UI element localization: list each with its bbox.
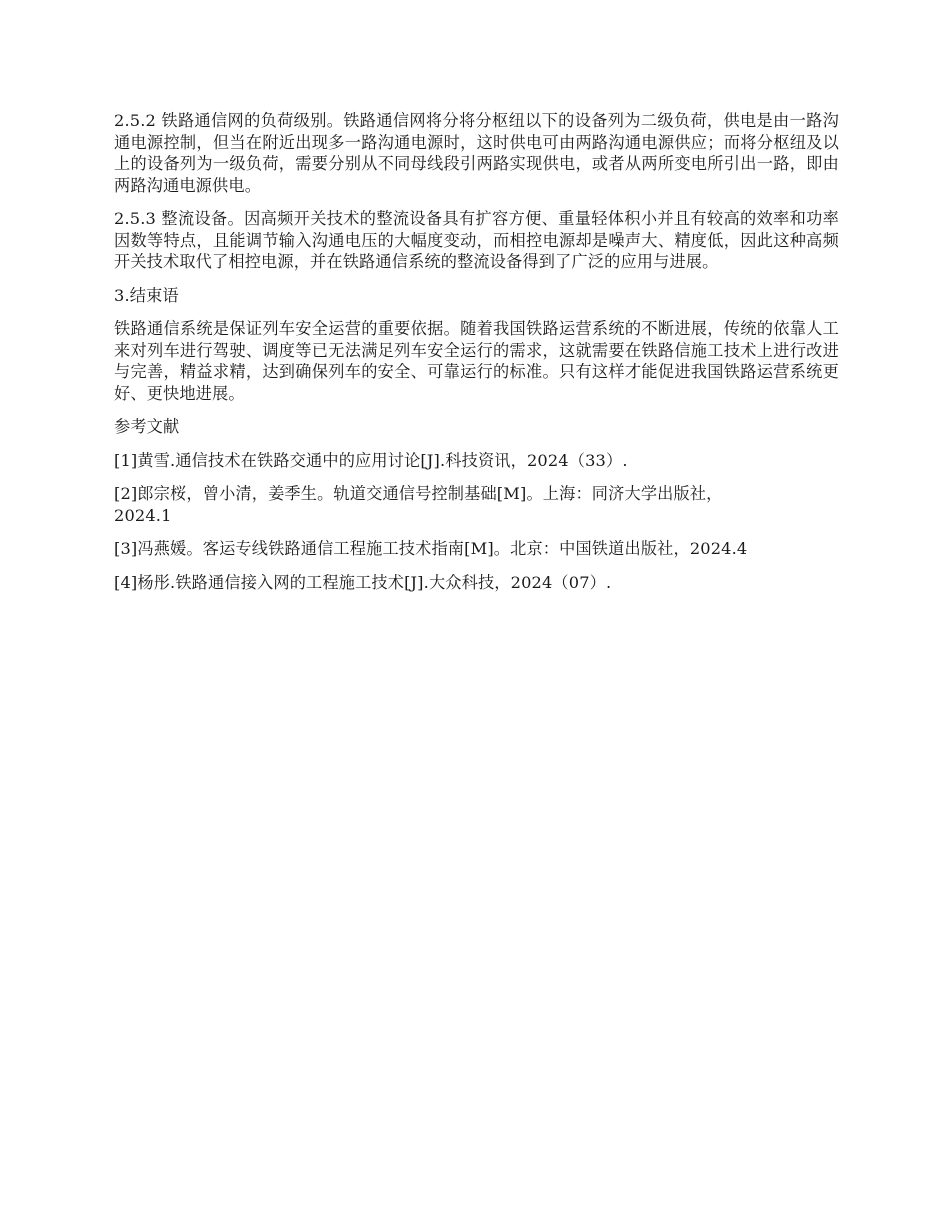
reference-item-4: [4]杨彤.铁路通信接入网的工程施工技术[J].大众科技，2024（07）. (114, 572, 612, 592)
document-page (114, 110, 839, 605)
paragraph-load-level: 2.5.2 铁路通信网的负荷级别。铁路通信网将分将分枢纽以下的设备列为二级负荷，供电是由一路沟通电源控制，但当在附近出现多一路沟通电源时，这时供电可由两路沟通电源供应；而将分枢纽及以上的设备列为一级负荷，需要分别从不同母线段引两路实现供电，或者从两所变电所引出一路，即由两路沟通电源供电。 (114, 111, 839, 195)
paragraph-rectifier: 2.5.3 整流设备。因高频开关技术的整流设备具有扩容方便、重量轻体积小并且有较高的效率和功率因数等特点，且能调节输入沟通电压的大幅度变动，而相控电源却是噪声大、精度低，因此这种高频开关技术取代了相控电源，并在铁路通信系统的整流设备得到了广泛的应用与进展。 (114, 209, 839, 271)
reference-item-3: [3]冯燕媛。客运专线铁路通信工程施工技术指南[M]。北京：中国铁道出版社，2024.4 (114, 539, 748, 558)
reference-item-2: [2]郎宗桜，曾小清，姜季生。轨道交通信号控制基础[M]。上海：同济大学出版社，2024.1 (114, 484, 723, 525)
reference-item-1: [1]黄雪.通信技术在铁路交通中的应用讨论[J].科技资讯，2024（33）. (114, 450, 628, 470)
paragraph-conclusion: 铁路通信系统是保证列车安全运营的重要依据。随着我国铁路运营系统的不断进展，传统的依靠人工来对列车进行驾驶、调度等已无法满足列车安全运行的需求，这就需要在铁路信施工技术上进行改进与完善，精益求精，达到确保列车的安全、可靠运行的标准。只有这样才能促进我国铁路运营系统更好、更快地进展。 (114, 319, 839, 403)
heading-conclusion: 3.结束语 (114, 285, 179, 305)
heading-references: 参考文献 (114, 417, 180, 436)
